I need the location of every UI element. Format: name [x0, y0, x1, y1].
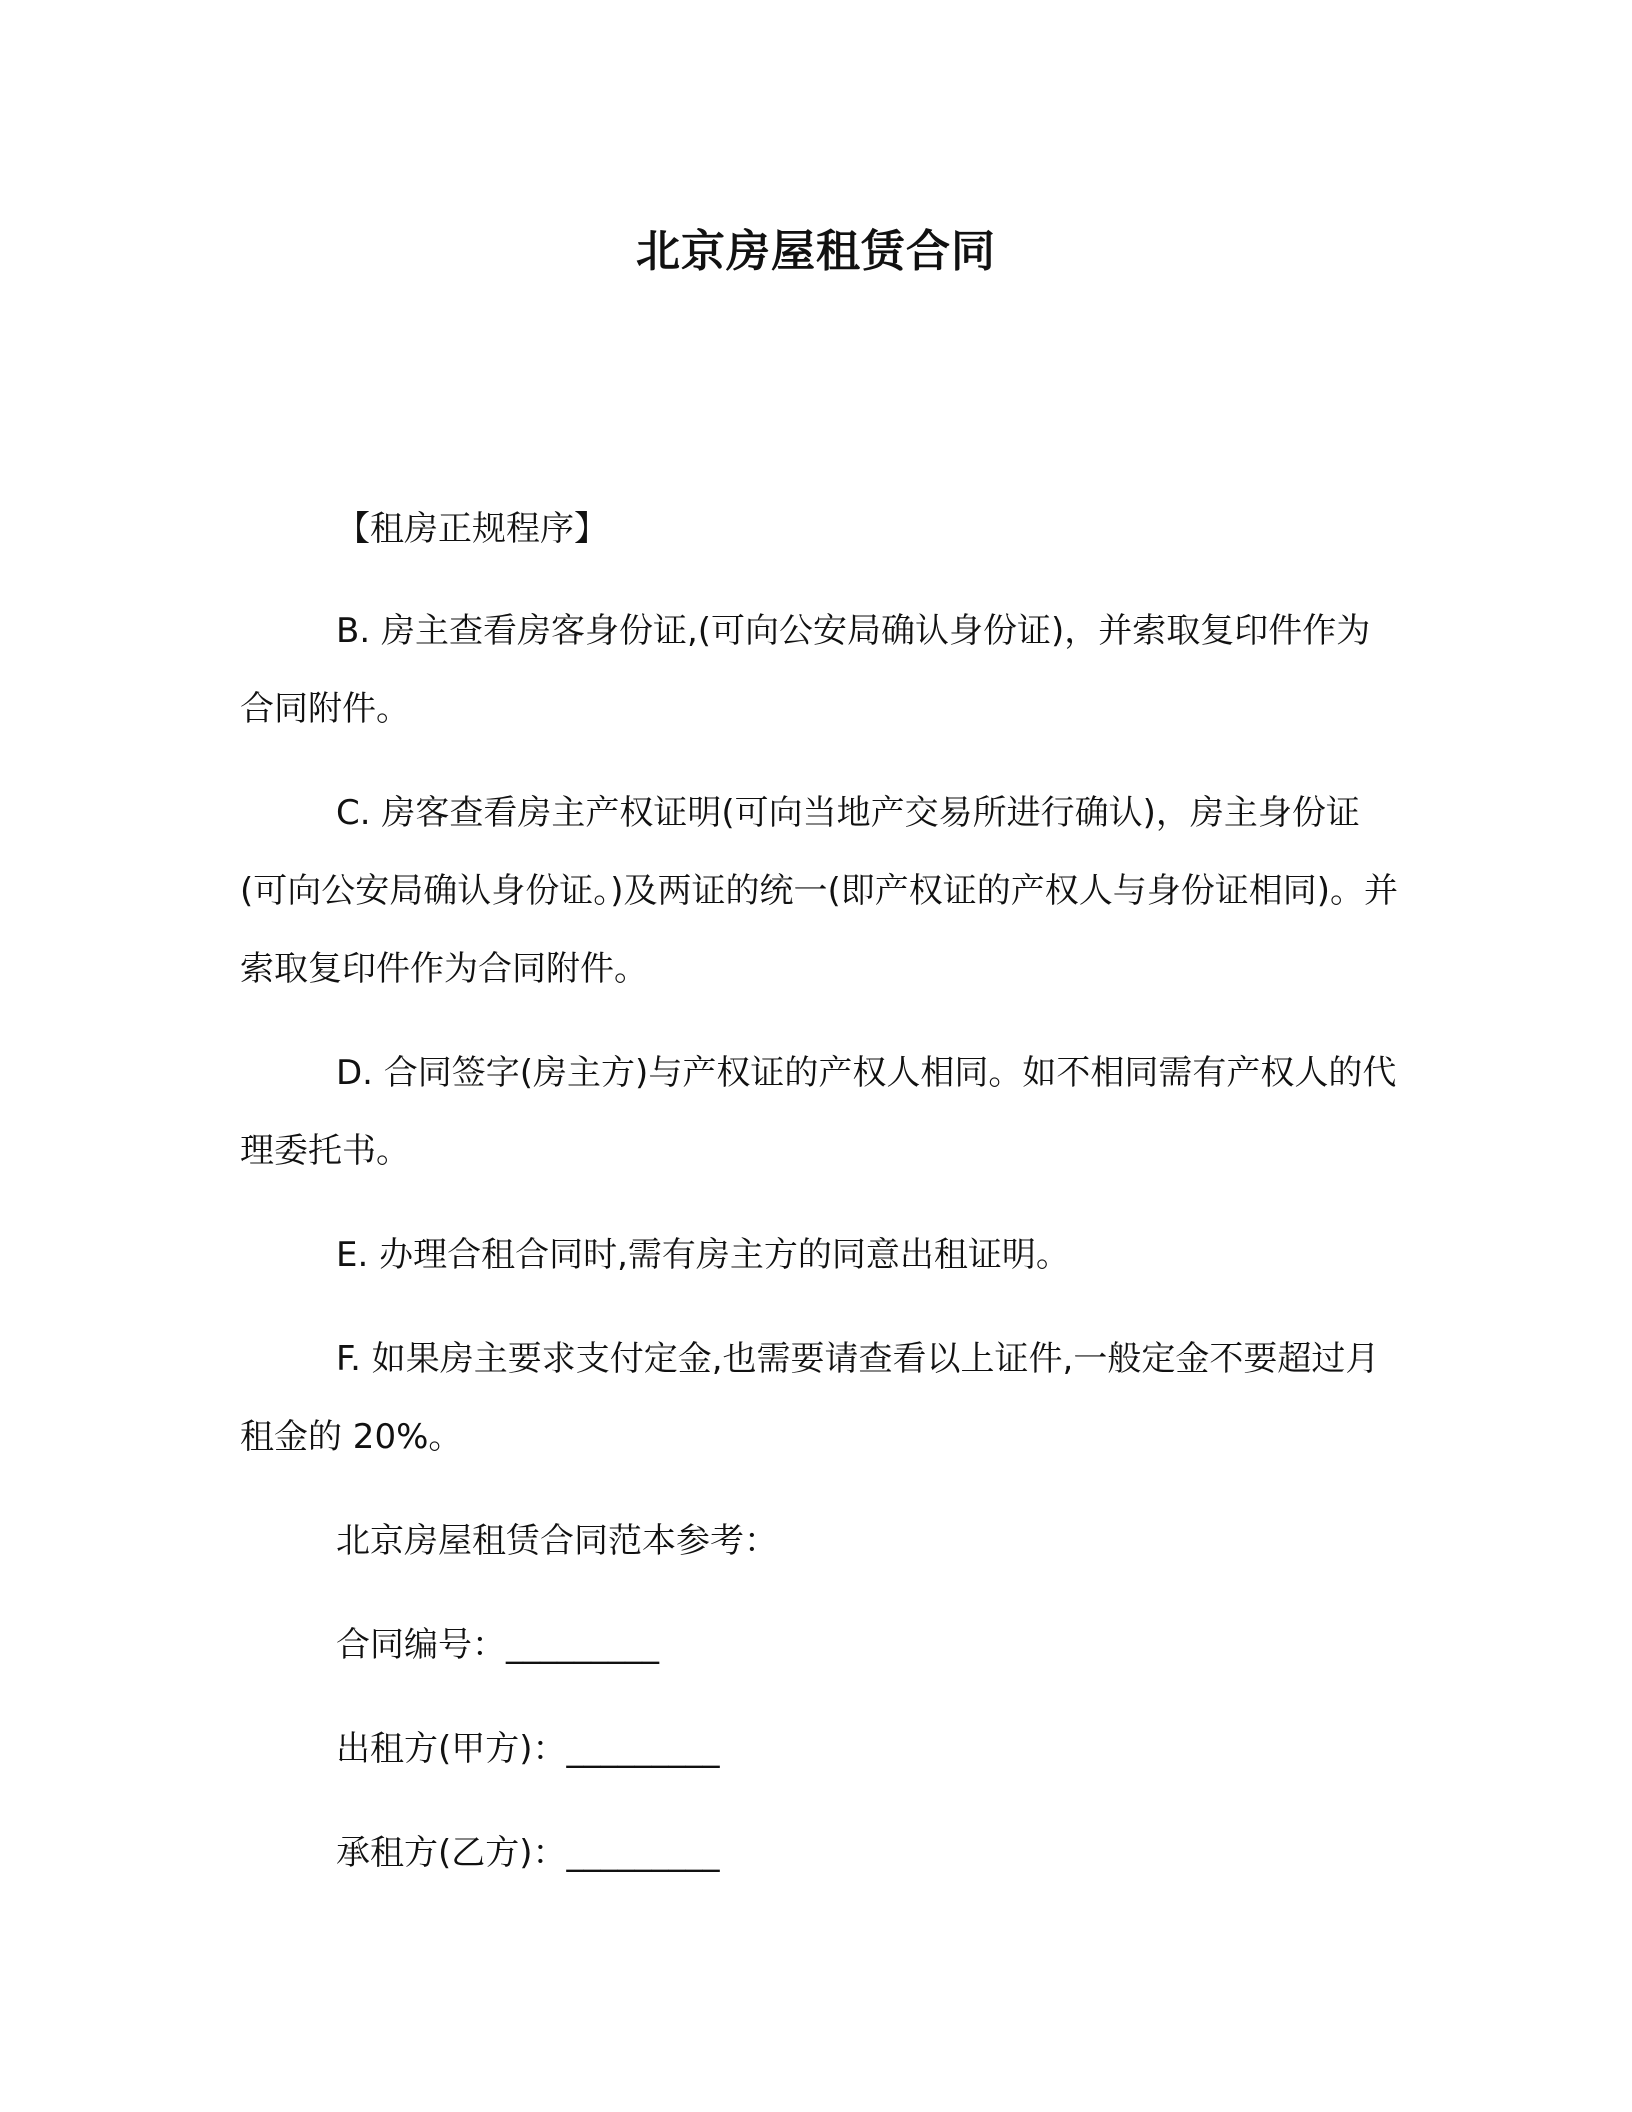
- procedure-item-e: E. 办理合租合同时,需有房主方的同意出租证明。: [336, 1235, 1070, 1275]
- section-heading: 【租房正规程序】: [336, 509, 608, 549]
- procedure-item-d: D. 合同签字(房主方)与产权证的产权人相同。如不相同需有产权人的代理委托书。: [240, 1053, 1397, 1171]
- document-body: [240, 490, 1400, 1918]
- template-intro: 北京房屋租赁合同范本参考：: [336, 1521, 778, 1561]
- lessor-field: 出租方(甲方)：_________: [336, 1729, 720, 1769]
- procedure-item-b: B. 房主查看房客身份证,(可向公安局确认身份证)，并索取复印件作为合同附件。: [240, 611, 1371, 729]
- lessee-field: 承租方(乙方)：_________: [336, 1833, 720, 1873]
- procedure-item-c: C. 房客查看房主产权证明(可向当地产交易所进行确认)，房主身份证(可向公安局确认身份证。)及两证的统一(即产权证的产权人与身份证相同)。并索取复印件作为合同附件。: [240, 793, 1399, 989]
- contract-number-field: 合同编号：_________: [336, 1625, 659, 1665]
- procedure-item-f: F. 如果房主要求支付定金,也需要请查看以上证件,一般定金不要超过月租金的 20%。: [240, 1339, 1380, 1457]
- document-title: 北京房屋租赁合同: [636, 226, 996, 277]
